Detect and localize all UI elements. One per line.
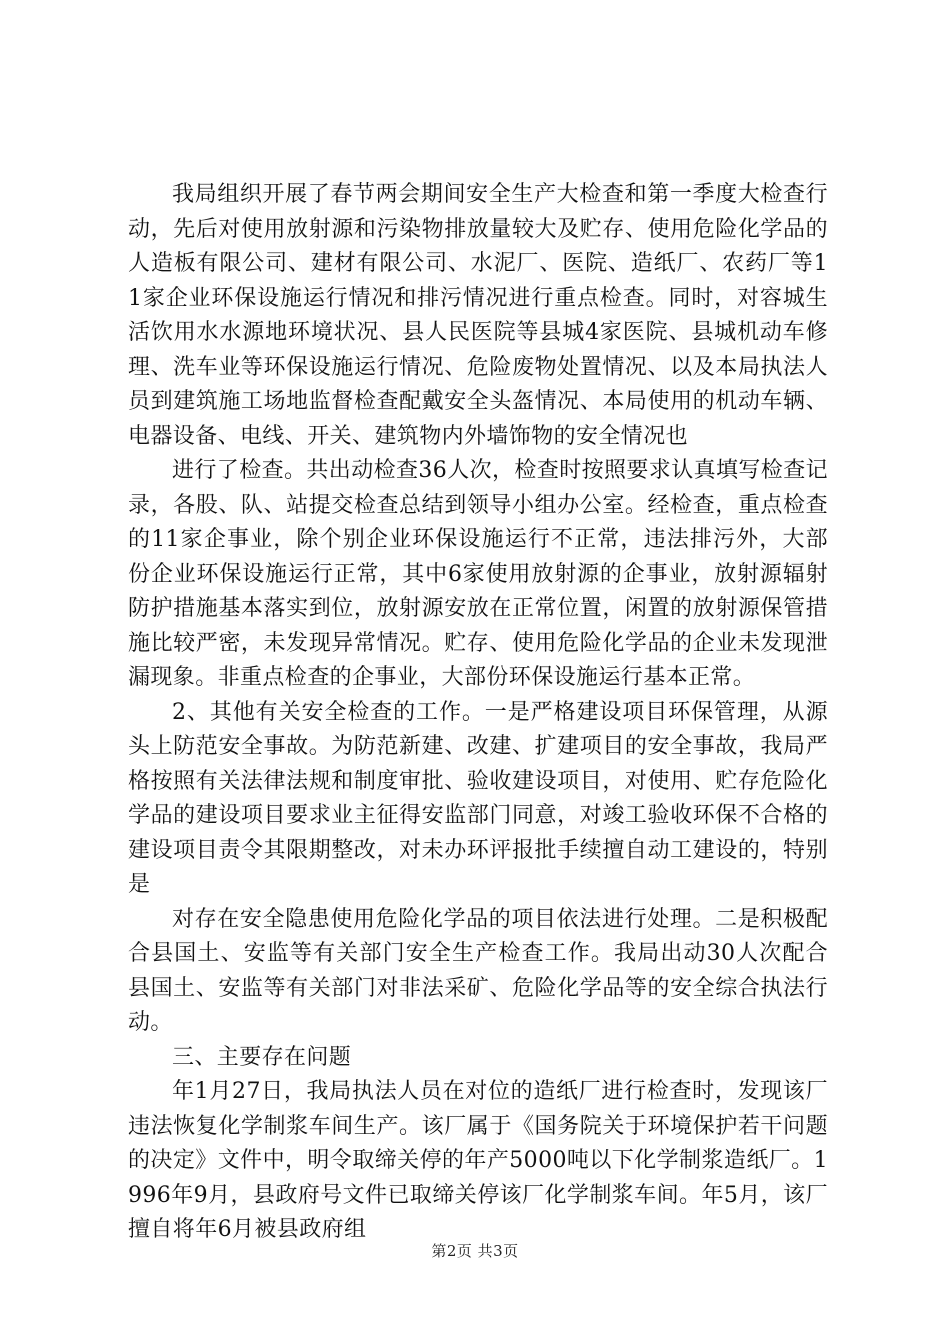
paragraph-3: 2、其他有关安全检查的工作。一是严格建设项目环保管理，从源头上防范安全事故。为防范新建、改建、扩建项目的安全事故，我局严格按照有关法律法规和制度审批、验收建设项目，对使用、贮存危险化学品的建设项目要求业主征得安监部门同意，对竣工验收环保不合格的建设项目责令其限期整改，对未办环评报批手续擅自动工建设的，特别是	[128, 699, 828, 897]
page-number-footer: 第2页 共3页	[431, 1242, 519, 1260]
paragraph-4: 对存在安全隐患使用危险化学品的项目依法进行处理。二是积极配合县国土、安监等有关部门安全生产检查工作。我局出动30人次配合县国土、安监等有关部门对非法采矿、危险化学品等的安全综合执法行动。	[128, 906, 828, 1035]
section-heading: 三、主要存在问题	[172, 1044, 352, 1070]
document-body	[128, 178, 828, 1248]
paragraph-5: 年1月27日，我局执法人员在对位的造纸厂进行检查时，发现该厂违法恢复化学制浆车间生产。该厂属于《国务院关于环境保护若干问题的决定》文件中，明令取缔关停的年产5000吨以下化学制浆造纸厂。1996年9月，县政府号文件已取缔关停该厂化学制浆车间。年5月，该厂擅自将年6月被县政府组	[128, 1079, 828, 1242]
paragraph-1: 我局组织开展了春节两会期间安全生产大检查和第一季度大检查行动，先后对使用放射源和污染物排放量较大及贮存、使用危险化学品的人造板有限公司、建材有限公司、水泥厂、医院、造纸厂、农药厂等11家企业环保设施运行情况和排污情况进行重点检查。同时，对容城生活饮用水水源地环境状况、县人民医院等县城4家医院、县城机动车修理、洗车业等环保设施运行情况、危险废物处置情况、以及本局执法人员到建筑施工场地监督检查配戴安全头盔情况、本局使用的机动车辆、电器设备、电线、开关、建筑物内外墙饰物的安全情况也	[128, 182, 828, 449]
paragraph-2: 进行了检查。共出动检查36人次，检查时按照要求认真填写检查记录，各股、队、站提交检查总结到领导小组办公室。经检查，重点检查的11家企事业，除个别企业环保设施运行不正常，违法排污外，大部份企业环保设施运行正常，其中6家使用放射源的企事业，放射源辐射防护措施基本落实到位，放射源安放在正常位置，闲置的放射源保管措施比较严密，未发现异常情况。贮存、使用危险化学品的企业未发现泄漏现象。非重点检查的企事业，大部份环保设施运行基本正常。	[128, 458, 828, 690]
